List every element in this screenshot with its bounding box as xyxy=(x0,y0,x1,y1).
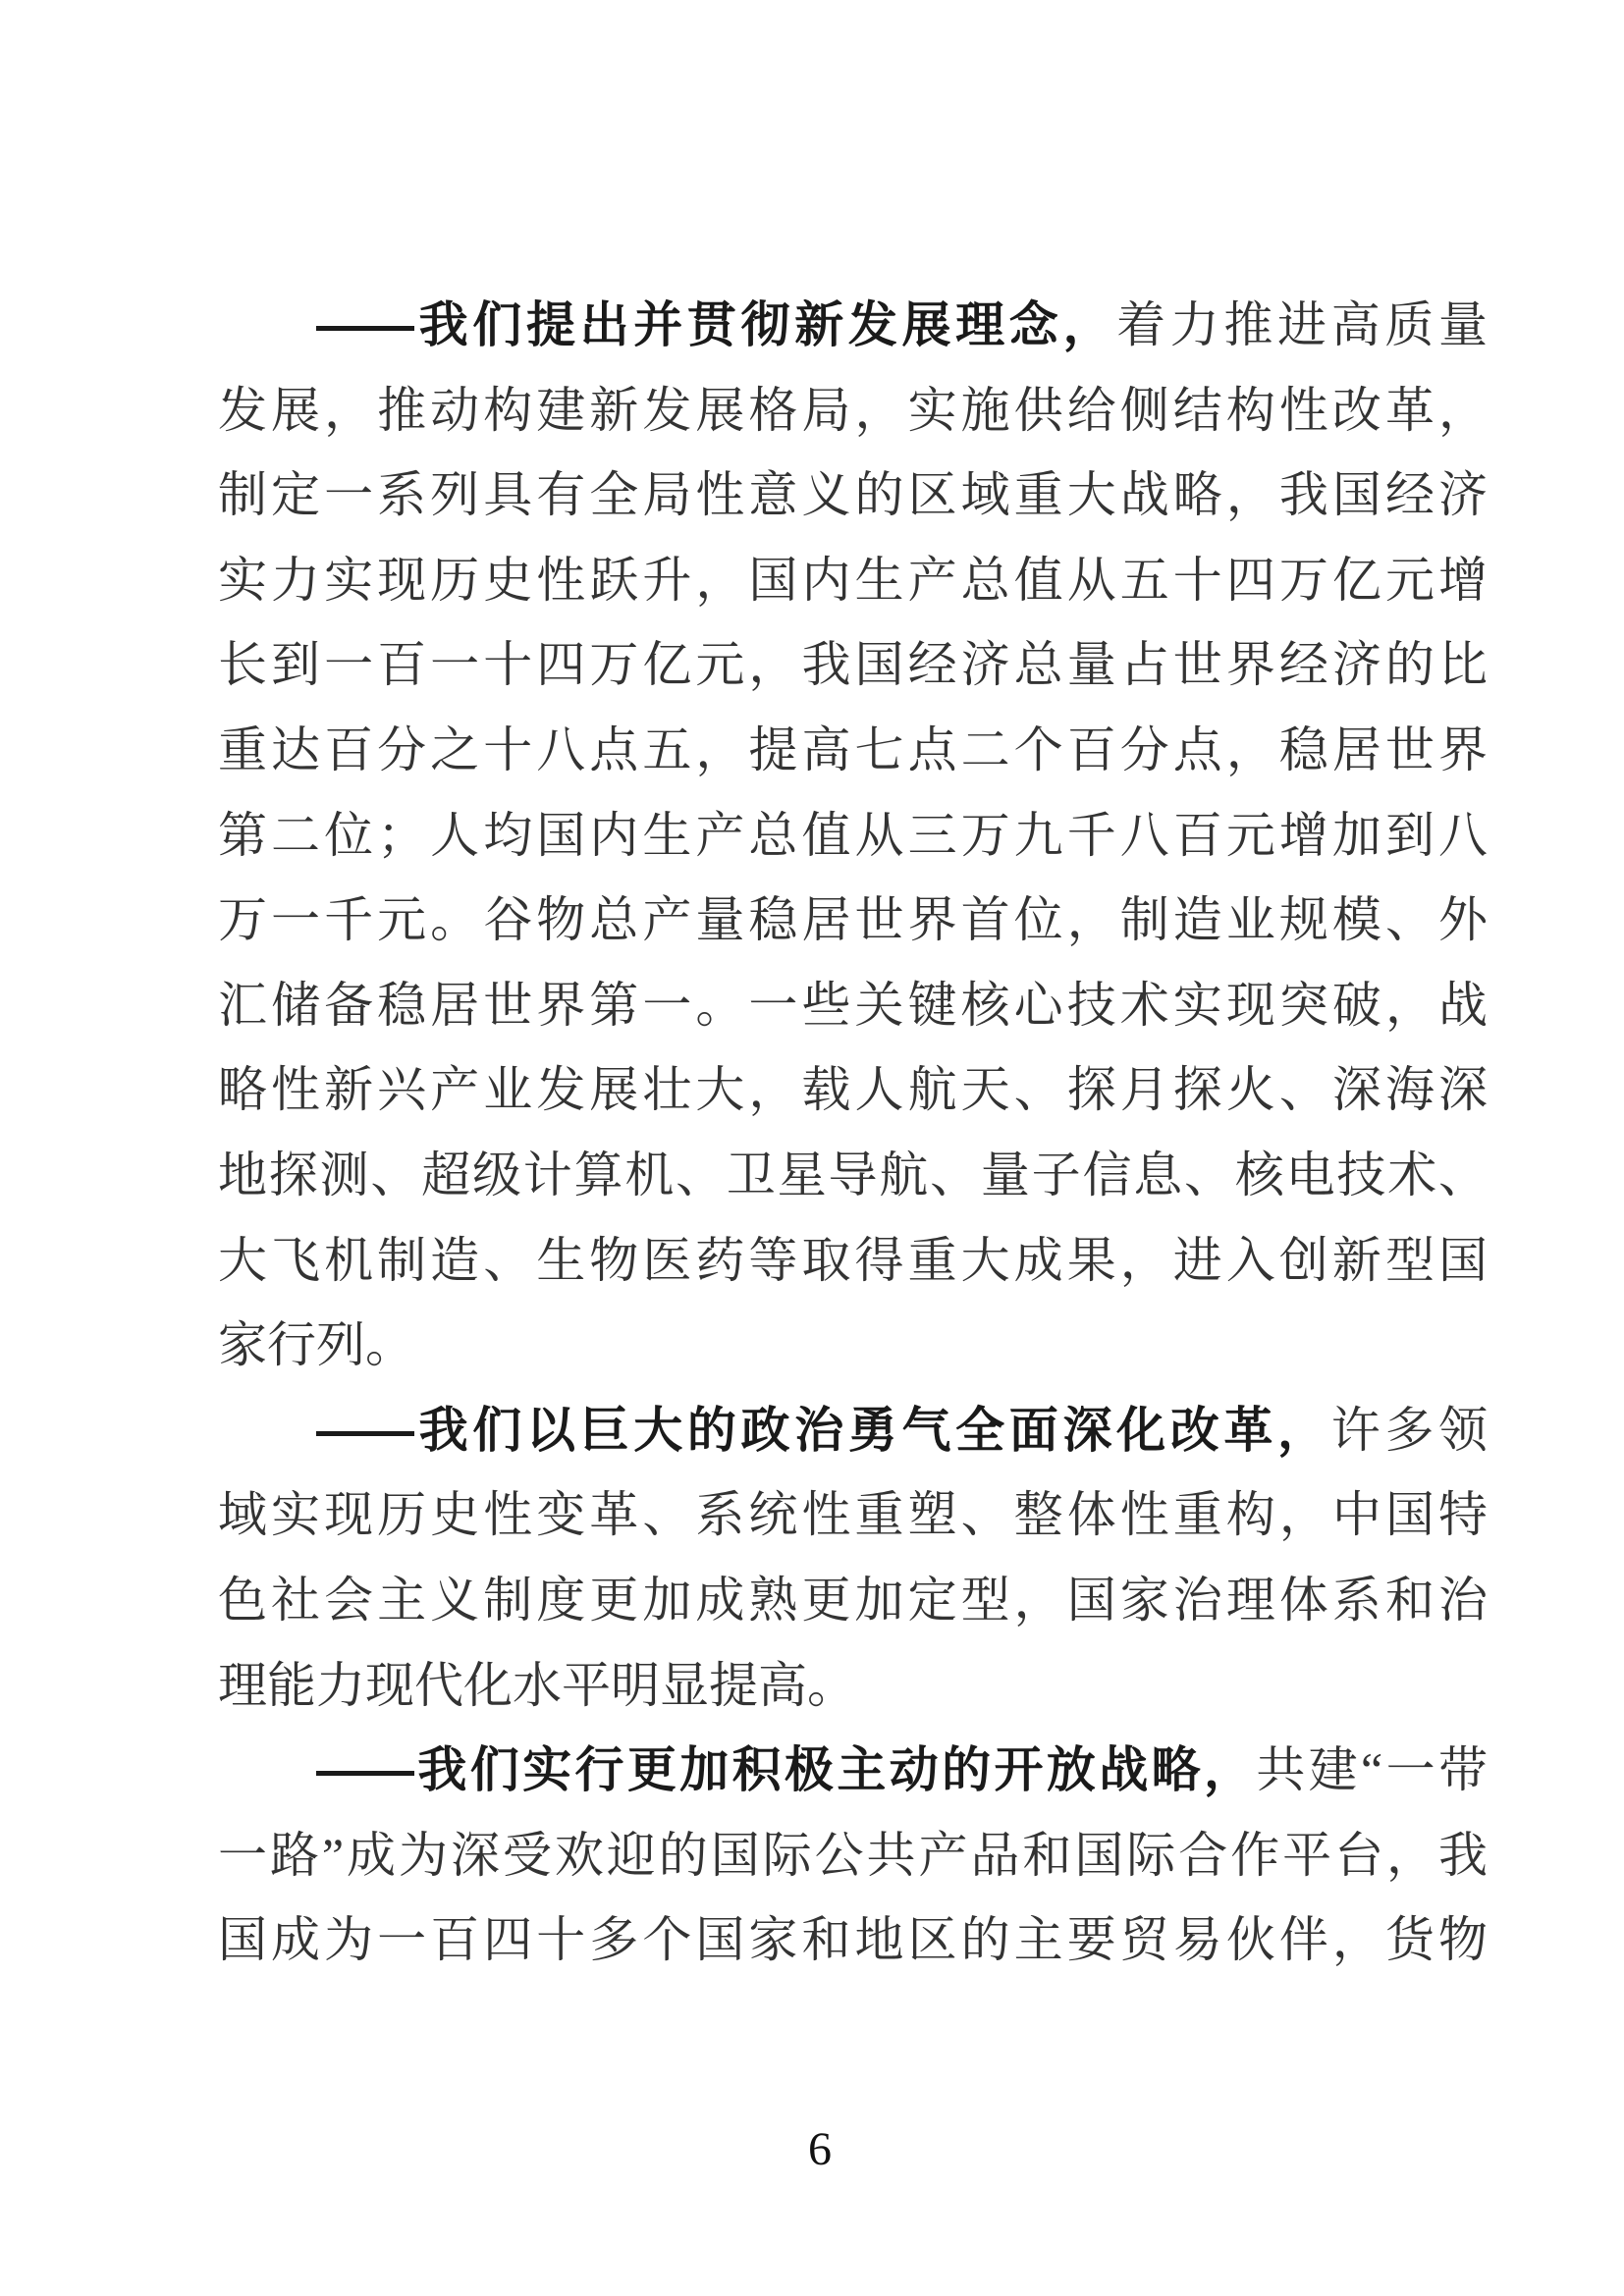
line-text: 大飞机制造、生物医药等取得重大成果，进入创新型国 xyxy=(218,1232,1488,1288)
line-text: 家行列。 xyxy=(218,1317,414,1373)
text-line xyxy=(218,1218,1488,1304)
text-line xyxy=(218,793,1488,879)
text-line xyxy=(218,1047,1488,1133)
text-line xyxy=(218,1728,1488,1813)
text-line xyxy=(218,1813,1488,1898)
text-line xyxy=(218,1133,1488,1218)
line-text: 着力推进高质量 xyxy=(1116,297,1488,352)
page-number: 6 xyxy=(808,2123,832,2175)
text-line xyxy=(218,283,1488,368)
line-text: 发展，推动构建新发展格局，实施供给侧结构性改革， xyxy=(218,382,1488,438)
line-text: 汇储备稳居世界第一。一些关键核心技术实现突破，战 xyxy=(218,977,1488,1033)
paragraph-lead-bold: ——我们实行更加积极主动的开放战略， xyxy=(316,1742,1257,1798)
text-line xyxy=(218,878,1488,963)
paragraph-lead-bold: ——我们以巨大的政治勇气全面深化改革， xyxy=(316,1402,1331,1458)
line-text: 第二位；人均国内生产总值从三万九千八百元增加到八 xyxy=(218,807,1488,863)
text-line xyxy=(218,1558,1488,1643)
text-line xyxy=(218,708,1488,793)
text-line xyxy=(218,1472,1488,1558)
line-text: 一路”成为深受欢迎的国际公共产品和国际合作平台，我 xyxy=(218,1827,1488,1883)
line-text: 地探测、超级计算机、卫星导航、量子信息、核电技术、 xyxy=(218,1147,1488,1202)
paragraph-lead-bold: ——我们提出并贯彻新发展理念， xyxy=(316,297,1117,352)
text-line xyxy=(218,1303,1488,1388)
line-text: 国成为一百四十多个国家和地区的主要贸易伙伴，货物 xyxy=(218,1912,1488,1968)
text-line xyxy=(218,1897,1488,1983)
line-text: 长到一百一十四万亿元，我国经济总量占世界经济的比 xyxy=(218,637,1488,693)
line-text: 共建“一带 xyxy=(1256,1742,1488,1798)
line-text: 域实现历史性变革、系统性重塑、整体性重构，中国特 xyxy=(218,1487,1488,1543)
text-line xyxy=(218,622,1488,708)
line-text: 色社会主义制度更加成熟更加定型，国家治理体系和治 xyxy=(218,1572,1488,1628)
line-text: 万一千元。谷物总产量稳居世界首位，制造业规模、外 xyxy=(218,892,1488,948)
text-line xyxy=(218,368,1488,454)
line-text: 实力实现历史性跃升，国内生产总值从五十四万亿元增 xyxy=(218,552,1488,608)
text-line xyxy=(218,963,1488,1048)
text-line xyxy=(218,1643,1488,1729)
text-line xyxy=(218,538,1488,623)
text-body xyxy=(218,283,1488,1983)
line-text: 重达百分之十八点五，提高七点二个百分点，稳居世界 xyxy=(218,721,1488,777)
line-text: 理能力现代化水平明显提高。 xyxy=(218,1657,856,1713)
text-line xyxy=(218,453,1488,538)
line-text: 制定一系列具有全局性意义的区域重大战略，我国经济 xyxy=(218,467,1488,523)
line-text: 许多领 xyxy=(1330,1402,1488,1458)
line-text: 略性新兴产业发展壮大，载人航天、探月探火、深海深 xyxy=(218,1062,1488,1118)
text-line xyxy=(218,1388,1488,1473)
